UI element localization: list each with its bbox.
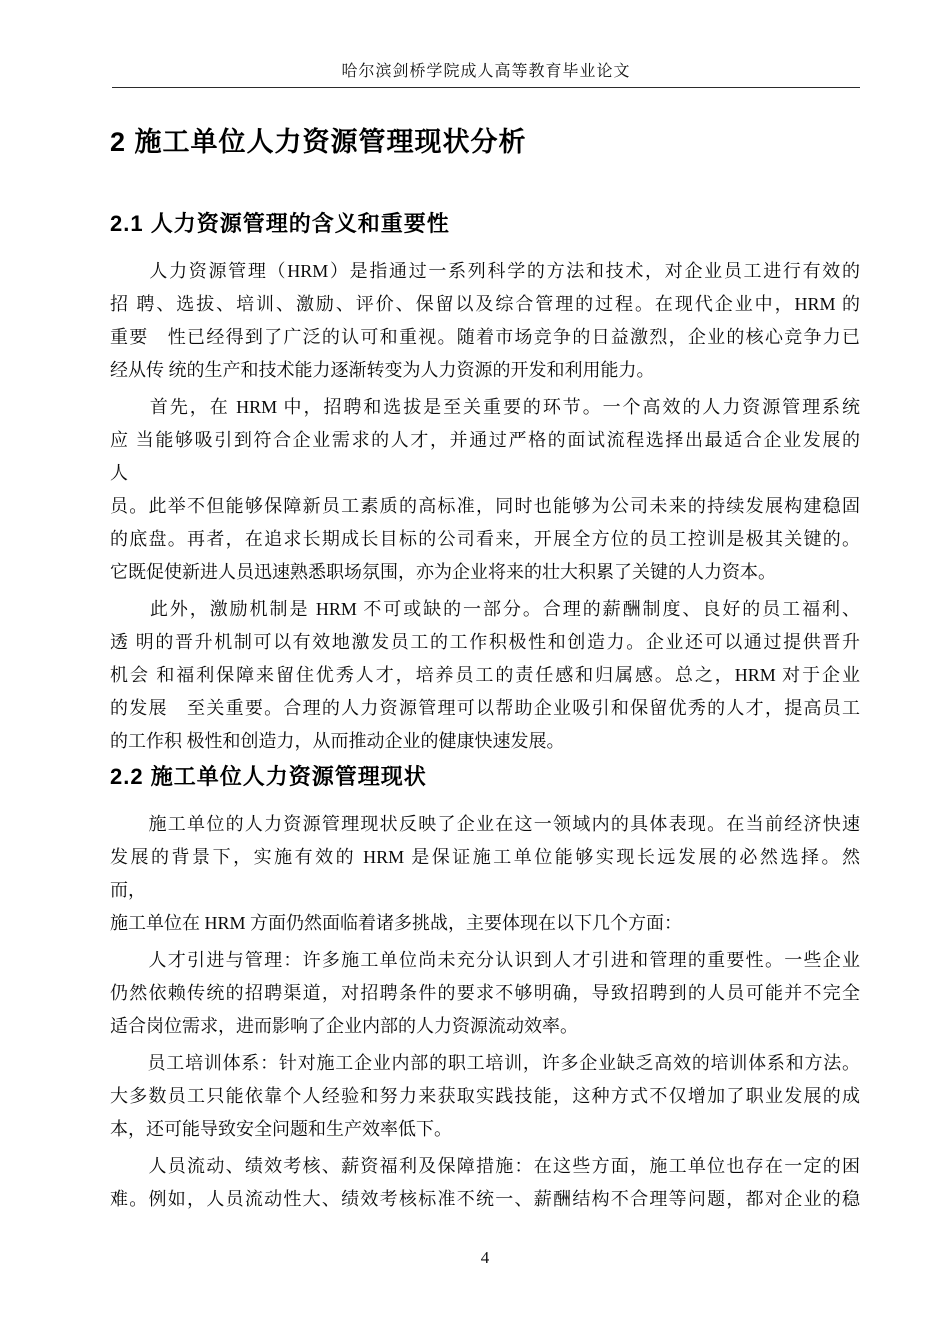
text-line: 首先，在 HRM 中，招聘和选拔是至关重要的环节。一个高效的人力资源管理系统 (110, 397, 860, 417)
text-line: 难。例如，人员流动性大、绩效考核标准不统一、薪酬结构不合理等问题，都对企业的稳 (110, 1189, 860, 1209)
paragraph (110, 593, 860, 758)
text-line: 招 聘、选拔、培训、激励、评价、保留以及综合管理的过程。在现代企业中，HRM 的 (110, 294, 860, 314)
text-line: 人 (110, 463, 128, 483)
text-line: 员工培训体系：针对施工企业内部的职工培训，许多企业缺乏高效的培训体系和方法。 (110, 1053, 860, 1073)
text-line: 而， (110, 880, 146, 900)
text-line: 大多数员工只能依靠个人经验和努力来获取实践技能，这种方式不仅增加了职业发展的成 (110, 1086, 860, 1106)
text-line: 仍然依赖传统的招聘渠道，对招聘条件的要求不够明确，导致招聘到的人员可能并不完全 (110, 983, 860, 1003)
text-line: 的发展 至关重要。合理的人力资源管理可以帮助企业吸引和保留优秀的人才，提高员工 (110, 698, 860, 718)
page-number: 4 (480, 1248, 490, 1267)
text-line: 的底盘。再者，在追求长期成长目标的公司看来，开展全方位的员工控训是极其关键的。 (110, 529, 860, 549)
text-line: 人才引进与管理：许多施工单位尚未充分认识到人才引进和管理的重要性。一些企业 (110, 950, 860, 970)
text-line: 人力资源管理（HRM）是指通过一系列科学的方法和技术，对企业员工进行有效的 (110, 261, 860, 281)
text-line: 应 当能够吸引到符合企业需求的人才，并通过严格的面试流程选择出最适合企业发展的 (110, 430, 860, 450)
paragraph (110, 1047, 860, 1146)
text-line: 它既促使新进人员迅速熟悉职场氛围，亦为企业将来的壮大积累了关键的人力资本。 (110, 562, 776, 582)
section-heading-2-1: 2.1 人力资源管理的含义和重要性 (110, 211, 450, 236)
text-line: 人员流动、绩效考核、薪资福利及保障措施：在这些方面，施工单位也存在一定的困 (110, 1156, 860, 1176)
text-line: 透 明的晋升机制可以有效地激发员工的工作积极性和创造力。企业还可以通过提供晋升 (110, 632, 860, 652)
text-line: 施工单位在 HRM 方面仍然面临着诸多挑战，主要体现在以下几个方面： (110, 913, 683, 933)
text-line: 的工作积 极性和创造力，从而推动企业的健康快速发展。 (110, 731, 565, 751)
text-line: 重要 性已经得到了广泛的认可和重视。随着市场竞争的日益激烈，企业的核心竞争力已 (110, 327, 860, 347)
paragraph (110, 944, 860, 1043)
paragraph (110, 391, 860, 589)
paragraph (110, 1150, 860, 1216)
chapter-heading: 2 施工单位人力资源管理现状分析 (110, 127, 527, 157)
section-heading-2-2: 2.2 施工单位人力资源管理现状 (110, 764, 427, 789)
text-line: 适合岗位需求，进而影响了企业内部的人力资源流动效率。 (110, 1016, 578, 1036)
text-line: 此外，激励机制是 HRM 不可或缺的一部分。合理的薪酬制度、良好的员工福利、 (110, 599, 860, 619)
text-line: 施工单位的人力资源管理现状反映了企业在这一领域内的具体表现。在当前经济快速 (110, 814, 860, 834)
text-line: 员。此举不但能够保障新员工素质的高标准，同时也能够为公司未来的持续发展构建稳固 (110, 496, 860, 516)
text-line: 经从传 统的生产和技术能力逐渐转变为人力资源的开发和利用能力。 (110, 360, 655, 380)
header-title: 哈尔滨剑桥学院成人高等教育毕业论文 (341, 63, 631, 80)
page-footer (110, 1247, 860, 1269)
running-header (112, 62, 860, 88)
text-line: 机会 和福利保障来留住优秀人才，培养员工的责任感和归属感。总之，HRM 对于企业 (110, 665, 860, 685)
paragraph (110, 808, 860, 940)
document-content (110, 116, 860, 1216)
text-line: 发展的背景下，实施有效的 HRM 是保证施工单位能够实现长远发展的必然选择。然 (110, 847, 860, 867)
paragraph (110, 255, 860, 387)
text-line: 本，还可能导致安全问题和生产效率低下。 (110, 1119, 452, 1139)
